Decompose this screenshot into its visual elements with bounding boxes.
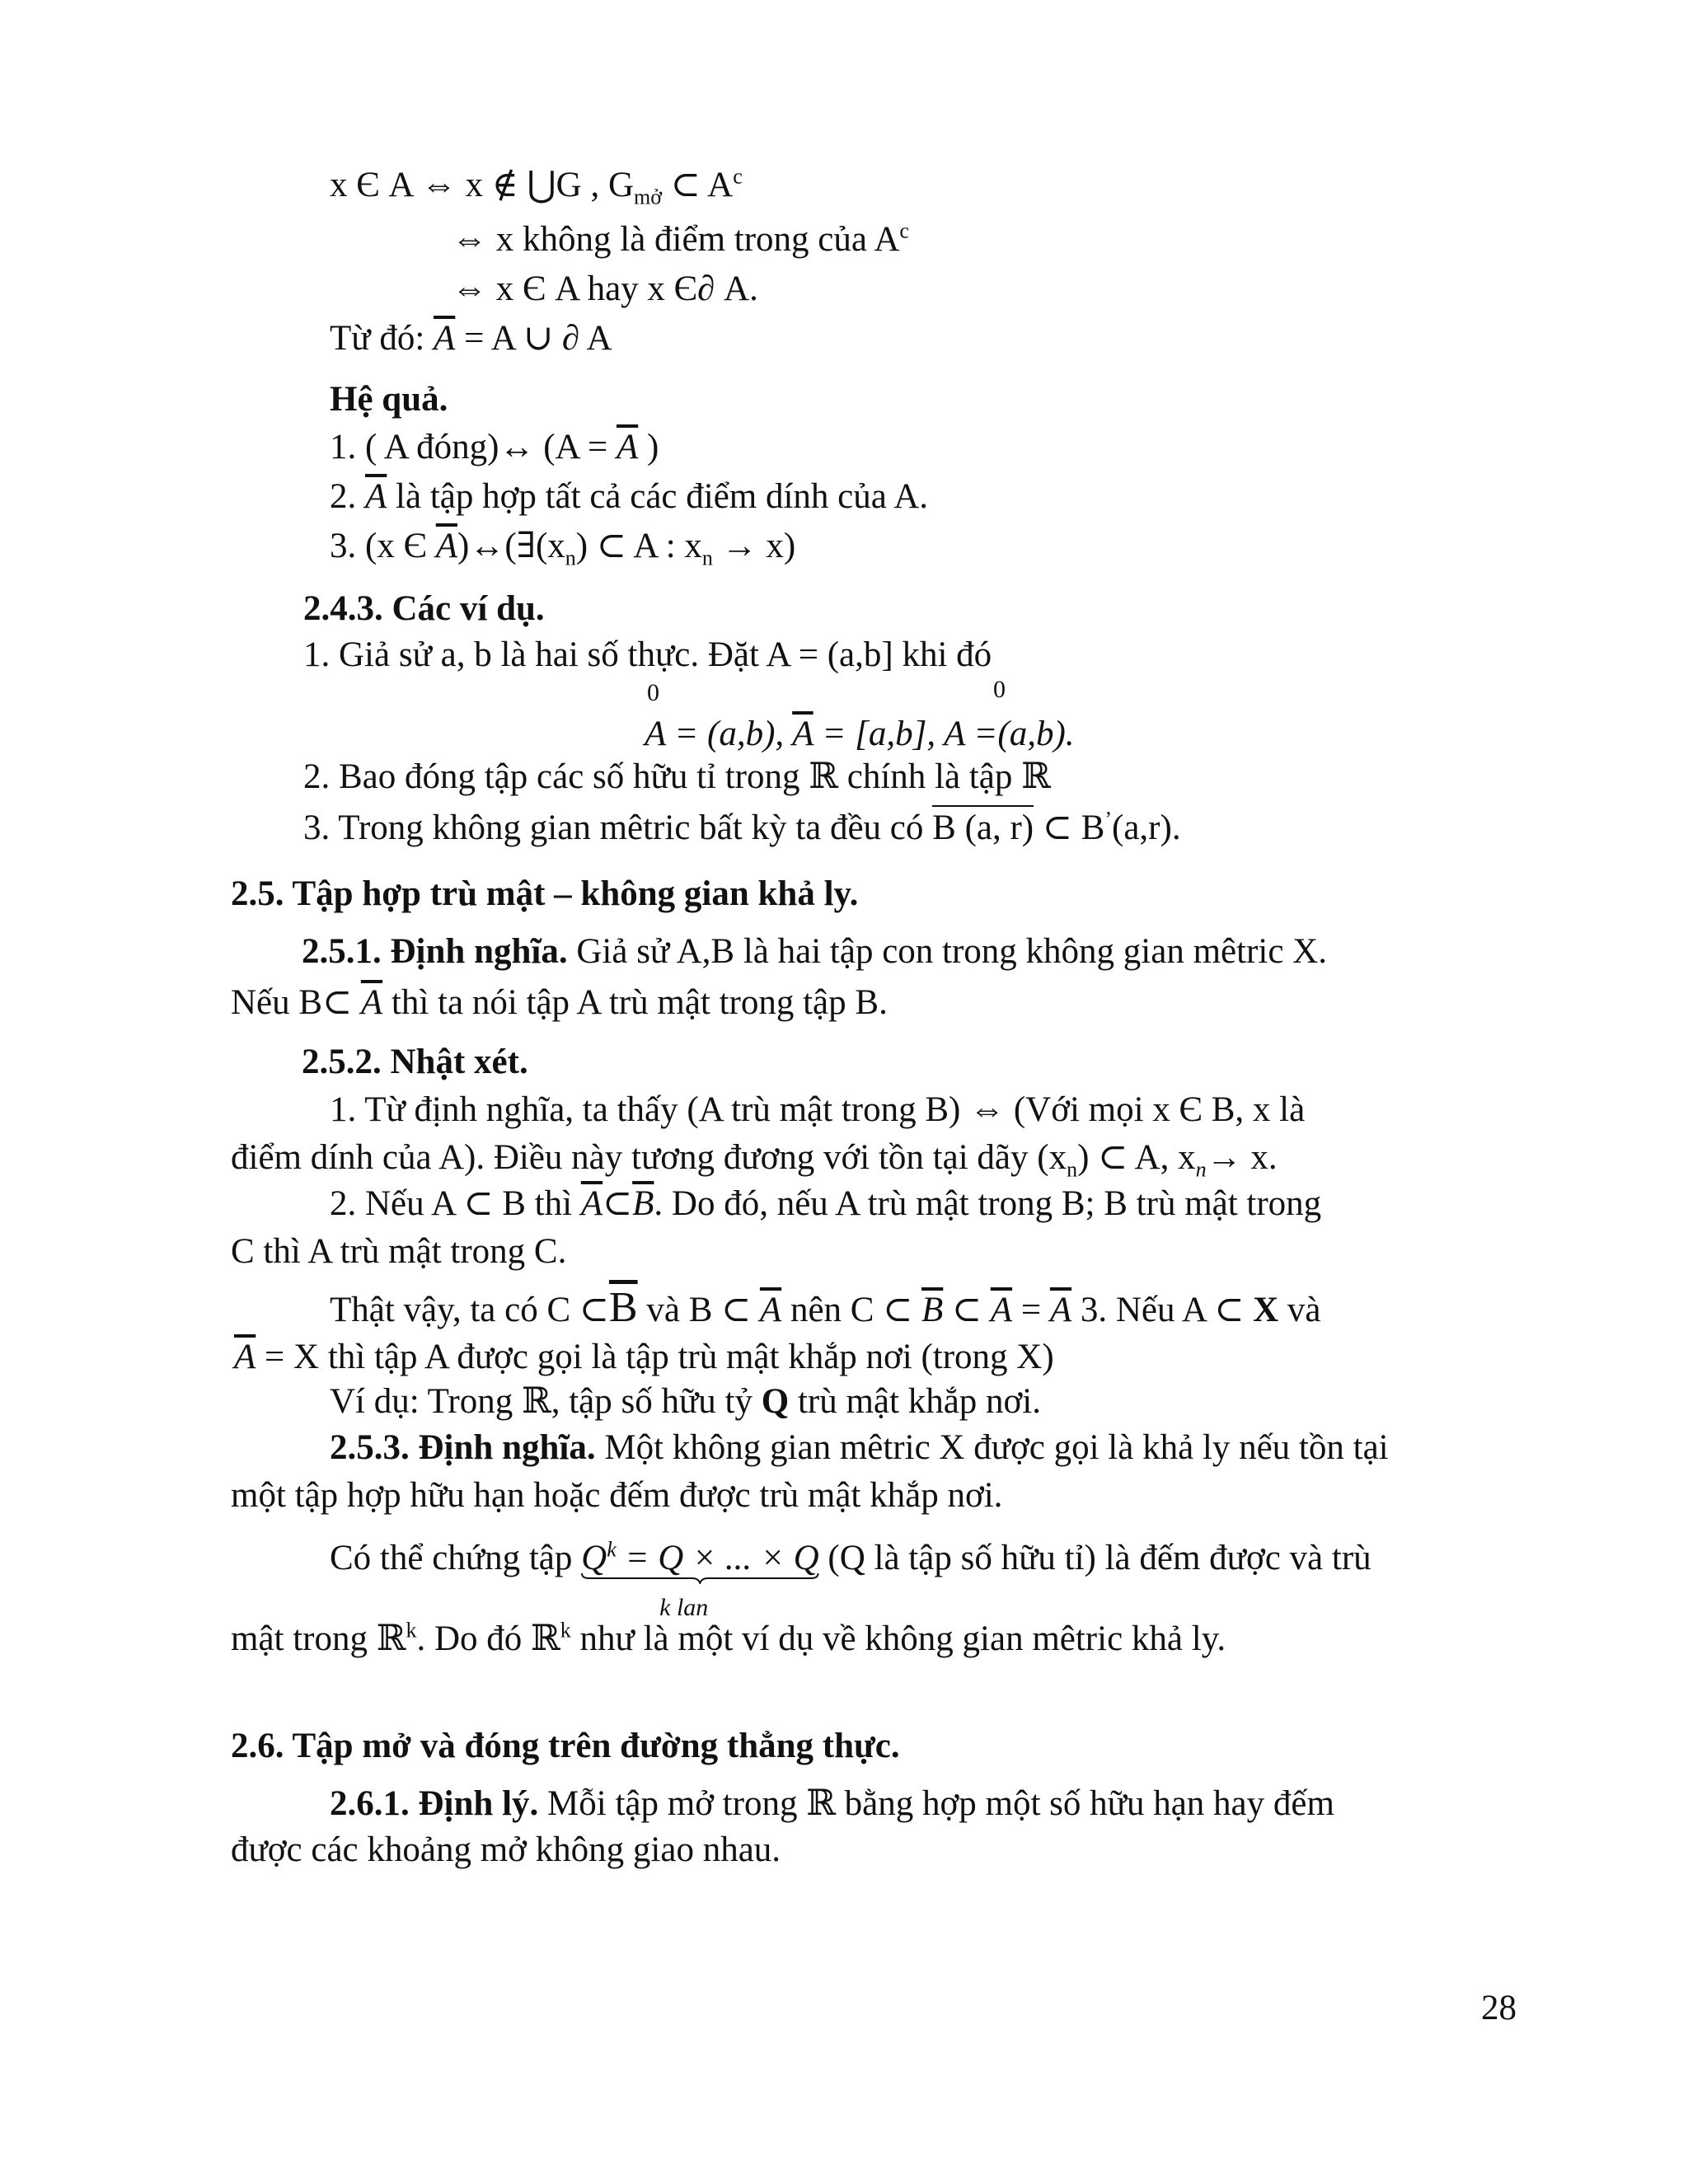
formula-f: =(a,b). [964,715,1075,753]
corollary-3-sub: n [565,546,576,570]
theorem-2-6-1-line2: được các khoảng mở không giao nhau. [231,1830,781,1869]
heading-2-5-2 [302,1038,528,1086]
corollary-1-c: ) [638,428,659,466]
remark-3-eq: = [1012,1291,1050,1329]
remark-2 [330,1180,1321,1228]
remark-2-closure-B: $\overline{B}$ [632,1184,654,1223]
def3-l4-a: mật trong ℝ [231,1619,406,1658]
corollary-3-closure: $\overline{A}$ [435,527,457,565]
remark-2-e: . Do đó, nếu A trù mật trong B; B trù mật trong [654,1184,1322,1223]
heading-he-qua-text: Hệ quả. [330,380,448,419]
interior-mark-2: 0 [993,676,1006,703]
interior-mark-1: 0 [647,679,659,706]
example-3-c: ⊂ B [1034,808,1105,847]
q-power-expression [581,1535,819,1621]
proof-line-2-text: ⇔ x không là điểm trong của A [452,220,900,259]
remark-3-e: nên C ⊂ [781,1291,921,1329]
remark-3-m: và [1278,1291,1321,1329]
remark-1-sub: n [1067,1157,1078,1182]
def-l2-a: Nếu B⊂ [231,983,361,1022]
example-3-d: (a,r). [1112,808,1181,847]
example-3-a: 3. Trong không gian mêtric bất kỳ ta đều có [303,808,933,847]
remark-1: 1. Từ định nghĩa, ta thấy (A trù mật trong B) ⇔ (Với mọi x Є B, x là [330,1090,1306,1129]
remark-3-closure-B: $\overline{B}$ [608,1284,638,1331]
remark-example-a: Ví dụ: Trong ℝ, tập số hữu tỷ [330,1382,762,1421]
remark-3-c: và B ⊂ [637,1291,760,1329]
q-exponent: k [607,1537,617,1562]
definition-2-5-3-line3 [330,1535,1372,1621]
remark-1-b: điểm dính của A). Điều này tương đương với tồn tại dãy (x [231,1138,1067,1177]
interior-A-2: A [944,715,965,753]
corollary-3-sub2: n [701,546,713,570]
definition-2-5-1-line2 [231,979,888,1027]
remark-3-X: X [1253,1291,1279,1329]
remark-3-closure-A2: $\overline{A}$ [1049,1291,1072,1329]
corollary-3-c: )↔(∃(x [457,527,565,565]
corollary-2 [330,473,928,521]
definition-2-5-3 [330,1424,1389,1472]
proof-line-1 [330,162,743,209]
remark-2-a: 2. Nếu A ⊂ B thì [330,1184,581,1223]
conclusion-tail: = A ∪ ∂ A [455,319,612,358]
remark-3 [330,1284,1321,1334]
def3-l3-c: (Q là tập số hữu tỉ) là đếm được và trù [818,1539,1372,1577]
remark-1-end: → x. [1206,1138,1278,1177]
remark-example-c: trù mật khắp nơi. [789,1382,1041,1421]
example-3-prime: ’ [1104,807,1113,832]
example-1-formula [645,710,1075,758]
page-number: 28 [1481,1989,1517,2027]
closure-A-2: $\overline{A}$ [792,715,814,753]
corollary-2-c: là tập hợp tất cả các điểm dính của A. [387,477,929,516]
remark-3-k: 3. Nếu A ⊂ [1071,1291,1254,1329]
proof-conclusion [330,315,612,363]
corollary-1 [330,424,659,471]
heading-2-5 [231,870,858,918]
theorem-2-6-1-text: Mỗi tập mở trong ℝ bằng hợp một số hữu hạn hay đếm [538,1784,1334,1823]
proof-line-1-sub: mở [634,185,663,209]
remark-example [330,1378,1041,1426]
example-3 [303,804,1181,852]
def-l2-closure: $\overline{A}$ [360,983,383,1022]
q-product: = Q × ... × Q [616,1539,819,1577]
remark-3-closure-B2: $\overline{B}$ [921,1291,944,1329]
proof-line-2-sup: c [899,218,909,243]
corollary-3-d: ) ⊂ A : x [575,527,702,565]
definition-2-5-1 [302,928,1327,976]
underbrace-label: k lan [659,1594,709,1621]
remark-1-line2 [231,1134,1278,1182]
def3-l4-k2: k [560,1618,571,1643]
heading-2-6-text: 2.6. Tập mở và đóng trên đường thẳng thực. [231,1727,900,1765]
definition-2-5-3-line2: một tập hợp hữu hạn hoặc đếm được trù mật khắp nơi. [231,1476,1003,1515]
corollary-2-a: 2. [330,477,365,516]
remark-3-a: Thật vậy, ta có C ⊂ [330,1291,609,1329]
proof-line-1-sup: c [733,164,743,189]
theorem-2-6-1 [330,1780,1334,1828]
corollary-3-a: 3. (x Є [330,527,436,565]
heading-he-qua [330,376,448,424]
remark-3-line2-closure: $\overline{A}$ [234,1338,256,1376]
remark-3-line2-text: = X thì tập A được gọi là tập trù mật khắp nơi (trong X) [256,1338,1054,1376]
remark-3-g: ⊂ [943,1291,991,1329]
formula-d: = [a,b], [813,715,945,753]
heading-2-5-text: 2.5. Tập hợp trù mật – không gian khả ly. [231,874,859,913]
heading-2-4-3-text: 2.4.3. Các ví dụ. [303,589,545,628]
def-l2-c: thì ta nói tập A trù mật trong tập B. [382,983,888,1022]
heading-2-4-3 [303,585,545,633]
formula-b: = (a,b), [665,715,793,753]
def3-l3-a: Có thể chứng tập [330,1539,582,1577]
proof-line-3: ⇔ x Є A hay x Є∂ A. [452,269,758,308]
remark-3-line2 [234,1333,1054,1381]
theorem-2-6-1-label: 2.6.1. Định lý. [330,1784,539,1823]
proof-line-1-tail: ⊂ A [662,166,734,204]
def3-l4-k: k [406,1618,417,1643]
remark-3-double-closure-A: $\overline{A}$ [990,1291,1013,1329]
definition-2-5-3-label: 2.5.3. Định nghĩa. [330,1428,596,1467]
definition-2-5-1-text: Giả sử A,B là hai tập con trong không gian mêtric X. [567,932,1327,971]
example-1: 1. Giả sử a, b là hai số thực. Đặt A = (a,b] khi đó [303,635,992,674]
remark-3-closure-A: $\overline{A}$ [759,1291,782,1329]
definition-2-5-3-line4 [231,1615,1226,1663]
proof-line-1-text: x Є A ⇔ x ∉ ⋃G , G [330,166,635,204]
heading-2-5-2-text: 2.5.2. Nhật xét. [302,1043,528,1081]
closure-A: $\overline{A}$ [434,319,456,358]
underbrace [581,1572,819,1584]
corollary-1-a: 1. ( A đóng)↔ (A = [330,428,617,466]
corollary-2-closure: $\overline{A}$ [365,477,387,516]
definition-2-5-3-text: Một không gian mêtric X được gọi là khả ly nếu tồn tại [595,1428,1389,1467]
remark-2-closure-A: $\overline{A}$ [580,1184,603,1223]
q-symbol: Q [581,1539,607,1577]
closed-ball: B (a, r) [932,805,1034,847]
definition-2-5-1-label: 2.5.1. Định nghĩa. [302,932,568,971]
remark-2-line2: C thì A trù mật trong C. [231,1232,567,1271]
corollary-1-closure: $\overline{A}$ [616,428,639,466]
remark-1-tail: ) ⊂ A, x [1077,1138,1196,1177]
proof-line-2 [452,216,909,264]
heading-2-6 [231,1722,900,1770]
remark-2-subset: ⊂ [603,1184,633,1223]
corollary-3 [330,523,795,570]
interior-A: A [645,715,666,753]
remark-example-Q: Q [761,1382,790,1421]
remark-1-sub2: n [1195,1157,1207,1182]
corollary-3-e: → x) [712,527,796,565]
example-2: 2. Bao đóng tập các số hữu tỉ trong ℝ chính là tập ℝ [303,757,1051,796]
def3-l4-c: như là một ví dụ về không gian mêtric khả ly. [570,1619,1226,1658]
def3-l4-b: . Do đó ℝ [416,1619,560,1658]
conclusion-lead: Từ đó: [330,319,434,358]
